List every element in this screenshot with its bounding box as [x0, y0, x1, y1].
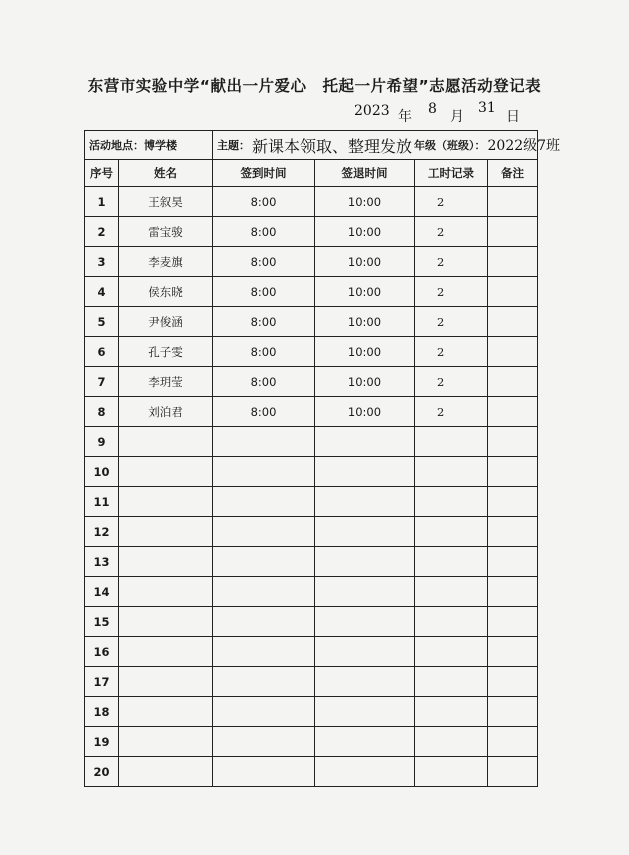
hours-cell: 2: [415, 247, 488, 277]
row-number: 14: [85, 577, 119, 607]
date-day-label: 日: [506, 109, 520, 125]
hours-cell: [415, 547, 488, 577]
header-hours: 工时记录: [415, 160, 488, 187]
sign-in-cell: 8:00: [213, 247, 315, 277]
note-cell: [488, 247, 538, 277]
hours-cell: 2: [415, 187, 488, 217]
sign-in-cell: [213, 487, 315, 517]
table-row: [85, 487, 538, 517]
location-cell: [85, 131, 213, 160]
note-cell: [488, 577, 538, 607]
row-number: 3: [85, 247, 119, 277]
hours-cell: [415, 667, 488, 697]
row-number: 10: [85, 457, 119, 487]
row-number: 15: [85, 607, 119, 637]
grade-label: 年级（班级）：: [414, 139, 486, 152]
table-row: [85, 757, 538, 787]
row-number: 18: [85, 697, 119, 727]
table-row: [85, 427, 538, 457]
sign-out-cell: 10:00: [315, 307, 415, 337]
header-row: [85, 160, 538, 187]
sign-in-cell: [213, 727, 315, 757]
name-cell: [119, 427, 213, 457]
sign-in-cell: 8:00: [213, 307, 315, 337]
row-number: 17: [85, 667, 119, 697]
location-label: 活动地点：博学楼: [89, 139, 177, 152]
sign-in-cell: 8:00: [213, 277, 315, 307]
sign-in-cell: [213, 607, 315, 637]
row-number: 12: [85, 517, 119, 547]
row-number: 5: [85, 307, 119, 337]
sign-out-cell: [315, 757, 415, 787]
header-sign-in: 签到时间: [213, 160, 315, 187]
row-number: 9: [85, 427, 119, 457]
header-note: 备注: [488, 160, 538, 187]
table-body: [85, 187, 538, 787]
note-cell: [488, 757, 538, 787]
name-cell: 刘泊君: [119, 397, 213, 427]
note-cell: [488, 427, 538, 457]
note-cell: [488, 607, 538, 637]
grade-value: 2022级7班: [487, 138, 561, 154]
sign-in-cell: 8:00: [213, 217, 315, 247]
volunteer-table: [84, 130, 561, 787]
sign-in-cell: [213, 517, 315, 547]
hours-cell: 2: [415, 307, 488, 337]
name-cell: 李玥莹: [119, 367, 213, 397]
hours-cell: [415, 697, 488, 727]
hours-cell: 2: [415, 217, 488, 247]
sign-in-cell: 8:00: [213, 397, 315, 427]
name-cell: [119, 637, 213, 667]
date-line: [340, 100, 540, 127]
hours-cell: [415, 577, 488, 607]
name-cell: [119, 517, 213, 547]
form-title: 东营市实验中学“献出一片爱心 托起一片希望”志愿活动登记表: [87, 77, 542, 95]
name-cell: 王叙昊: [119, 187, 213, 217]
hours-cell: 2: [415, 337, 488, 367]
hours-cell: [415, 757, 488, 787]
date-day: 31: [478, 100, 496, 116]
date-year: 2023: [354, 103, 390, 119]
sign-out-cell: [315, 577, 415, 607]
sign-out-cell: [315, 457, 415, 487]
info-row: [85, 131, 538, 160]
sign-out-cell: [315, 547, 415, 577]
hours-cell: [415, 457, 488, 487]
table-row: [85, 697, 538, 727]
name-cell: [119, 457, 213, 487]
sign-out-cell: 10:00: [315, 367, 415, 397]
row-number: 4: [85, 277, 119, 307]
note-cell: [488, 397, 538, 427]
name-cell: 孔子雯: [119, 337, 213, 367]
sign-in-cell: 8:00: [213, 367, 315, 397]
date-month: 8: [428, 101, 437, 117]
row-number: 7: [85, 367, 119, 397]
name-cell: [119, 487, 213, 517]
row-number: 6: [85, 337, 119, 367]
sign-in-cell: [213, 427, 315, 457]
table-row: [85, 607, 538, 637]
sign-out-cell: [315, 607, 415, 637]
name-cell: [119, 577, 213, 607]
note-cell: [488, 637, 538, 667]
note-cell: [488, 367, 538, 397]
name-cell: [119, 607, 213, 637]
sign-in-cell: [213, 697, 315, 727]
hours-cell: [415, 487, 488, 517]
theme-value: 新课本领取、整理发放: [252, 136, 413, 156]
name-cell: 李麦旗: [119, 247, 213, 277]
table-row: [85, 397, 538, 427]
sign-in-cell: [213, 457, 315, 487]
note-cell: [488, 277, 538, 307]
name-cell: 雷宝骏: [119, 217, 213, 247]
table-row: [85, 637, 538, 667]
note-cell: [488, 487, 538, 517]
row-number: 13: [85, 547, 119, 577]
hours-cell: 2: [415, 367, 488, 397]
sign-out-cell: [315, 487, 415, 517]
note-cell: [488, 307, 538, 337]
header-name: 姓名: [119, 160, 213, 187]
date-month-label: 月: [450, 109, 464, 125]
row-number: 11: [85, 487, 119, 517]
sign-in-cell: 8:00: [213, 337, 315, 367]
row-number: 1: [85, 187, 119, 217]
note-cell: [488, 187, 538, 217]
table-row: [85, 457, 538, 487]
sign-out-cell: 10:00: [315, 337, 415, 367]
table-row: [85, 187, 538, 217]
theme-label: 主题：: [217, 139, 250, 152]
table-row: [85, 547, 538, 577]
sign-in-cell: [213, 577, 315, 607]
header-no: 序号: [85, 160, 119, 187]
hours-cell: [415, 517, 488, 547]
hours-cell: [415, 637, 488, 667]
note-cell: [488, 697, 538, 727]
note-cell: [488, 217, 538, 247]
sign-out-cell: [315, 637, 415, 667]
sign-in-cell: [213, 637, 315, 667]
note-cell: [488, 667, 538, 697]
sign-out-cell: 10:00: [315, 187, 415, 217]
sign-out-cell: 10:00: [315, 247, 415, 277]
name-cell: 尹俊涵: [119, 307, 213, 337]
table-row: [85, 277, 538, 307]
note-cell: [488, 517, 538, 547]
table-row: [85, 667, 538, 697]
table-row: [85, 727, 538, 757]
row-number: 19: [85, 727, 119, 757]
note-cell: [488, 457, 538, 487]
row-number: 2: [85, 217, 119, 247]
hours-cell: [415, 427, 488, 457]
table-row: [85, 517, 538, 547]
hours-cell: [415, 727, 488, 757]
name-cell: [119, 547, 213, 577]
table-row: [85, 367, 538, 397]
name-cell: [119, 697, 213, 727]
table-row: [85, 247, 538, 277]
sign-in-cell: [213, 667, 315, 697]
row-number: 20: [85, 757, 119, 787]
note-cell: [488, 547, 538, 577]
theme-cell: [213, 131, 561, 160]
table-row: [85, 217, 538, 247]
row-number: 8: [85, 397, 119, 427]
sign-out-cell: 10:00: [315, 277, 415, 307]
hours-cell: [415, 607, 488, 637]
sign-out-cell: [315, 517, 415, 547]
sign-out-cell: [315, 727, 415, 757]
name-cell: [119, 757, 213, 787]
name-cell: [119, 727, 213, 757]
sign-out-cell: [315, 697, 415, 727]
sign-out-cell: [315, 427, 415, 457]
name-cell: [119, 667, 213, 697]
sign-in-cell: [213, 547, 315, 577]
table-row: [85, 337, 538, 367]
table-row: [85, 307, 538, 337]
table-row: [85, 577, 538, 607]
sign-in-cell: [213, 757, 315, 787]
sign-in-cell: 8:00: [213, 187, 315, 217]
name-cell: 侯东晓: [119, 277, 213, 307]
note-cell: [488, 337, 538, 367]
sign-out-cell: 10:00: [315, 217, 415, 247]
sign-out-cell: [315, 667, 415, 697]
date-year-label: 年: [398, 109, 412, 125]
note-cell: [488, 727, 538, 757]
header-sign-out: 签退时间: [315, 160, 415, 187]
hours-cell: 2: [415, 397, 488, 427]
hours-cell: 2: [415, 277, 488, 307]
sign-out-cell: 10:00: [315, 397, 415, 427]
row-number: 16: [85, 637, 119, 667]
